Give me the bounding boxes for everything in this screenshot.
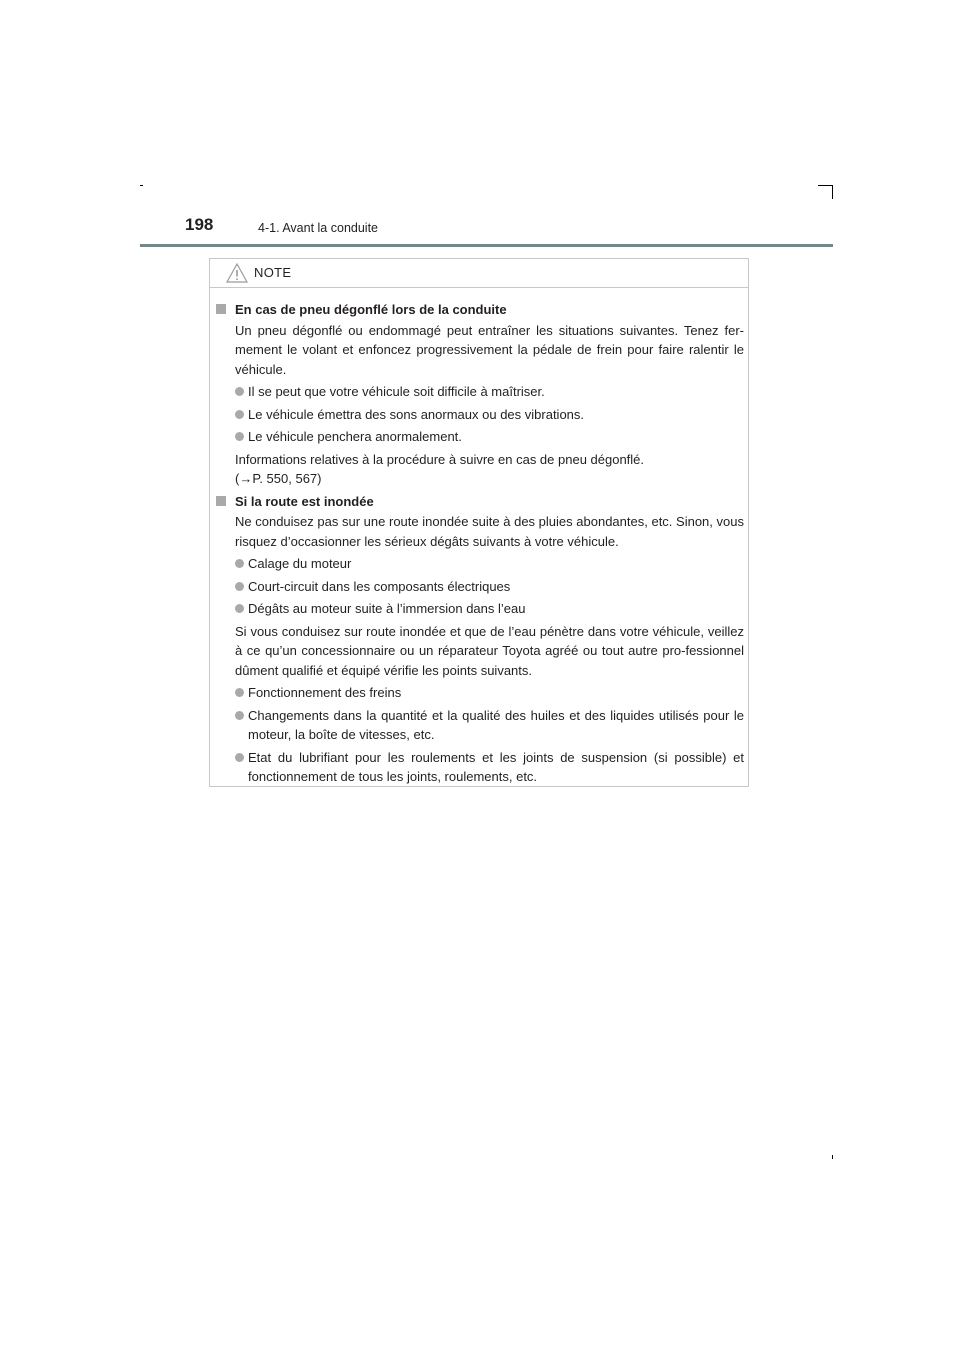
list-item-text: Fonctionnement des freins	[248, 685, 402, 700]
round-bullet-icon	[235, 559, 244, 568]
round-bullet-icon	[235, 753, 244, 762]
round-bullet-icon	[235, 410, 244, 419]
list-item-text: Dégâts au moteur suite à l’immersion dans l’eau	[248, 601, 526, 616]
page-number: 198	[185, 215, 214, 234]
crop-mark-top-right-v	[832, 185, 833, 199]
round-bullet-icon	[235, 711, 244, 720]
note-box	[209, 258, 749, 787]
round-bullet-icon	[235, 387, 244, 396]
note-header	[210, 259, 748, 288]
paragraph: Un pneu dégonflé ou endommagé peut entraîner les situations suivantes. Tenez fer-mement le volant et enfoncez progressivement la pédale de frein pour faire ralentir le véhicule.	[235, 322, 744, 377]
warning-triangle-icon	[226, 263, 248, 288]
crop-mark-top-right-h	[818, 185, 833, 186]
note-label: NOTE	[254, 265, 292, 280]
paragraph: Ne conduisez pas sur une route inondée suite à des pluies abondantes, etc. Sinon, vous risquez d’occasionner les sérieux dégâts suivants à votre véhicule.	[235, 514, 744, 549]
round-bullet-icon	[235, 688, 244, 697]
square-bullet-icon	[216, 304, 226, 314]
paragraph: Informations relatives à la procédure à suivre en cas de pneu dégonflé.	[235, 451, 645, 467]
list-item	[216, 599, 744, 619]
section-heading	[216, 300, 744, 320]
list-item	[216, 405, 744, 425]
section-heading	[216, 492, 744, 512]
round-bullet-icon	[235, 604, 244, 613]
list-item	[216, 683, 744, 703]
list-item-text: Le véhicule penchera anormalement.	[248, 429, 462, 444]
list-item-text: Etat du lubrifiant pour les roulements et les joints de suspension (si possible) et fonctionnement de tous les joints, roulements, etc.	[248, 749, 744, 784]
heading-text: En cas de pneu dégonflé lors de la conduite	[235, 302, 507, 317]
note-body	[210, 288, 750, 790]
list-item-text: Changements dans la quantité et la qualité des huiles et des liquides utilisés pour le moteur, la boîte de vitesses, etc.	[248, 707, 744, 742]
page-reference: (→P. 550, 567)	[235, 471, 322, 486]
list-item-text: Court-circuit dans les composants électriques	[248, 578, 511, 594]
header-rule	[140, 244, 833, 247]
round-bullet-icon	[235, 432, 244, 441]
list-item-text: Calage du moteur	[248, 556, 352, 571]
round-bullet-icon	[235, 582, 244, 591]
section-title: 4-1. Avant la conduite	[258, 221, 378, 235]
list-item	[216, 554, 744, 574]
list-item	[216, 427, 744, 447]
square-bullet-icon	[216, 496, 226, 506]
crop-mark-bottom-right	[832, 1155, 833, 1159]
paragraph: Si vous conduisez sur route inondée et que de l’eau pénètre dans votre véhicule, veillez à ce qu’un concessionnaire ou un réparateur Toyota agréé ou tout autre pro-fessionnel dûment qualifié et équipé vérifie les points suivants.	[235, 623, 744, 678]
list-item	[216, 577, 744, 597]
list-item	[216, 748, 744, 787]
list-item-text: Il se peut que votre véhicule soit difficile à maîtriser.	[248, 384, 545, 399]
list-item-text: Le véhicule émettra des sons anormaux ou des vibrations.	[248, 406, 585, 422]
heading-text: Si la route est inondée	[235, 493, 374, 509]
crop-mark-top-left	[140, 185, 143, 186]
list-item	[216, 706, 744, 745]
list-item	[216, 382, 744, 402]
